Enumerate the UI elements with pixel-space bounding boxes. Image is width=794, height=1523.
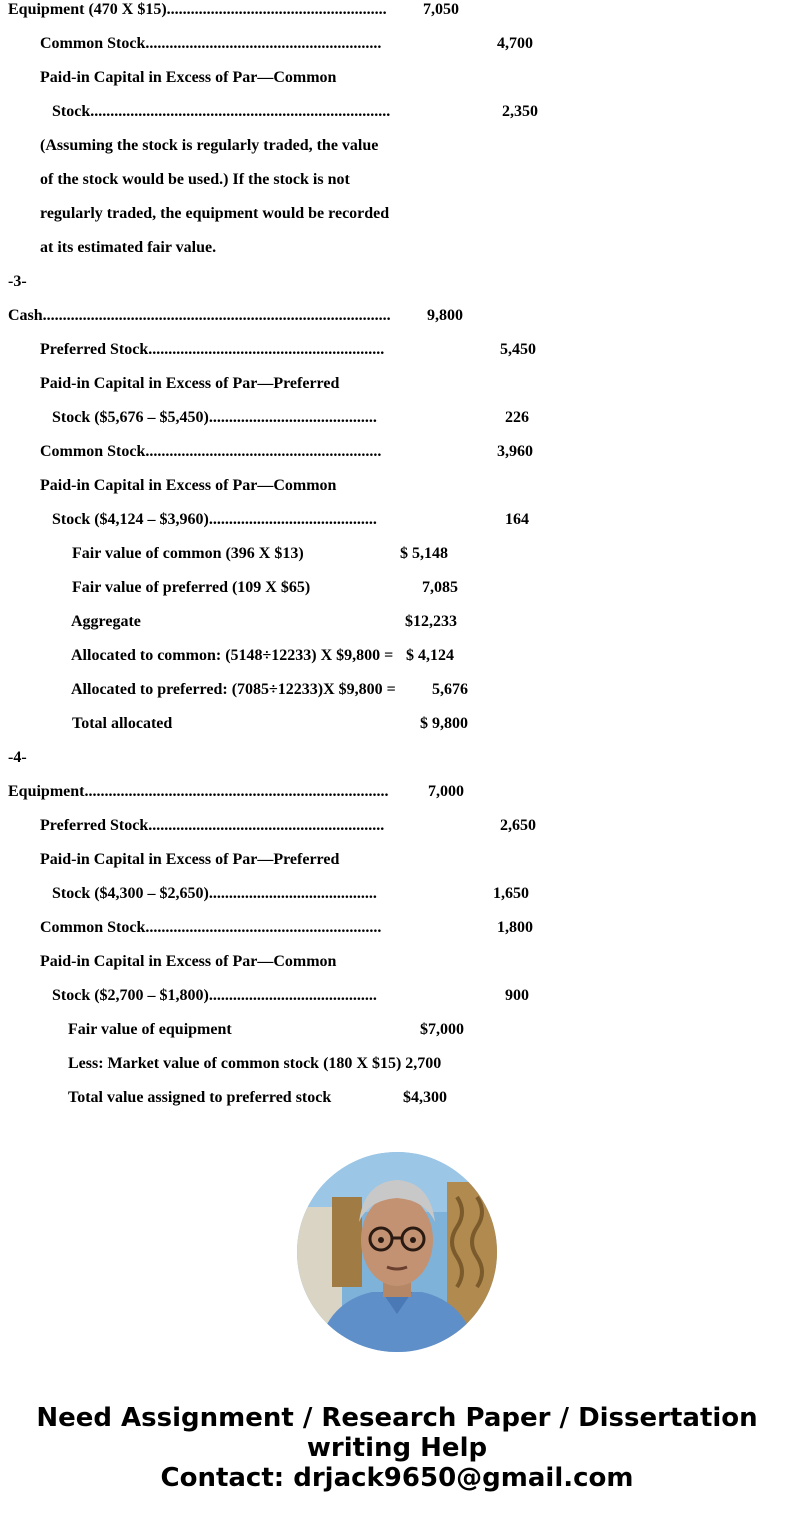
calc-allocated-common-amount: $ 4,124 [406,647,454,664]
calc-total-assigned-preferred: Total value assigned to preferred stock [68,1089,332,1106]
calc-allocated-preferred-amount: 5,676 [432,681,468,698]
entry-4-apic-preferred-amount: 1,650 [493,885,529,902]
author-photo-icon [297,1152,497,1352]
calc-fair-value-equipment: Fair value of equipment [68,1021,232,1038]
entry-4-credit-common-stock: Common Stock........................................................... [40,919,382,936]
entry-3-apic-common-label: Paid-in Capital in Excess of Par—Common [40,477,337,494]
calc-total-assigned-preferred-amount: $4,300 [403,1089,447,1106]
entry-4-credit-preferred-amount: 2,650 [500,817,536,834]
section-heading-3: -3- [8,273,27,290]
entry-2-note-line-3: regularly traded, the equipment would be recorded [40,205,390,222]
entry-4-credit-common-amount: 1,800 [497,919,533,936]
calc-fair-value-preferred: Fair value of preferred (109 X $65) [72,579,311,596]
footer-contact-banner [0,1403,794,1493]
entry-3-credit-common-amount: 3,960 [497,443,533,460]
entry-3-credit-preferred-amount: 5,450 [500,341,536,358]
calc-fair-value-common: Fair value of common (396 X $13) [72,545,304,562]
entry-4-credit-preferred-stock: Preferred Stock........................................................... [40,817,385,834]
entry-3-debit-amount: 9,800 [427,307,463,324]
entry-2-debit-amount: 7,050 [423,1,459,18]
entry-3-apic-preferred-stock: Stock ($5,676 – $5,450).......................................... [52,409,377,426]
section-heading-4: -4- [8,749,27,766]
entry-4-apic-common-label: Paid-in Capital in Excess of Par—Common [40,953,337,970]
calc-less-market-value-common: Less: Market value of common stock (180 X $15) 2,700 [68,1055,442,1072]
entry-3-apic-preferred-amount: 226 [505,409,529,426]
calc-total-allocated-amount: $ 9,800 [420,715,468,732]
footer-line-1: Need Assignment / Research Paper / Dissertation [36,1403,758,1433]
calc-aggregate: Aggregate [71,613,141,630]
calc-fair-value-common-amount: $ 5,148 [400,545,448,562]
entry-2-debit-equipment: Equipment (470 X $15)....................................................... [8,1,387,18]
author-photo [297,1152,497,1352]
entry-3-credit-preferred-stock: Preferred Stock........................................................... [40,341,385,358]
entry-2-credit-common-stock: Common Stock........................................................... [40,35,382,52]
entry-2-note-line-4: at its estimated fair value. [40,239,217,256]
calc-fair-value-equipment-amount: $7,000 [420,1021,464,1038]
entry-3-credit-common-stock: Common Stock........................................................... [40,443,382,460]
footer-contact-email: Contact: drjack9650@gmail.com [160,1463,634,1493]
entry-2-credit-common-amount: 4,700 [497,35,533,52]
entry-3-apic-common-stock: Stock ($4,124 – $3,960).......................................... [52,511,377,528]
entry-3-apic-preferred-label: Paid-in Capital in Excess of Par—Preferred [40,375,340,392]
entry-4-debit-amount: 7,000 [428,783,464,800]
calc-allocated-common: Allocated to common: (5148÷12233) X $9,800 = [71,647,394,664]
entry-3-apic-common-amount: 164 [505,511,529,528]
entry-4-debit-equipment: Equipment............................................................................ [8,783,389,800]
entry-4-apic-preferred-stock: Stock ($4,300 – $2,650).......................................... [52,885,377,902]
footer-line-2: writing Help [306,1433,488,1463]
calc-fair-value-preferred-amount: 7,085 [422,579,458,596]
calc-total-allocated: Total allocated [72,715,173,732]
entry-4-apic-preferred-label: Paid-in Capital in Excess of Par—Preferred [40,851,340,868]
entry-2-credit-apic-stock: Stock........................................................................... [52,103,391,120]
entry-4-apic-common-stock: Stock ($2,700 – $1,800).......................................... [52,987,377,1004]
calc-aggregate-amount: $12,233 [405,613,457,630]
entry-3-debit-cash: Cash....................................................................................... [8,307,391,324]
entry-2-credit-apic-amount: 2,350 [502,103,538,120]
entry-4-apic-common-amount: 900 [505,987,529,1004]
entry-2-note-line-2: of the stock would be used.) If the stock is not [40,171,350,188]
entry-2-note-line-1: (Assuming the stock is regularly traded, the value [40,137,379,154]
entry-2-credit-apic-label: Paid-in Capital in Excess of Par—Common [40,69,337,86]
calc-allocated-preferred: Allocated to preferred: (7085÷12233)X $9,800 = [71,681,396,698]
